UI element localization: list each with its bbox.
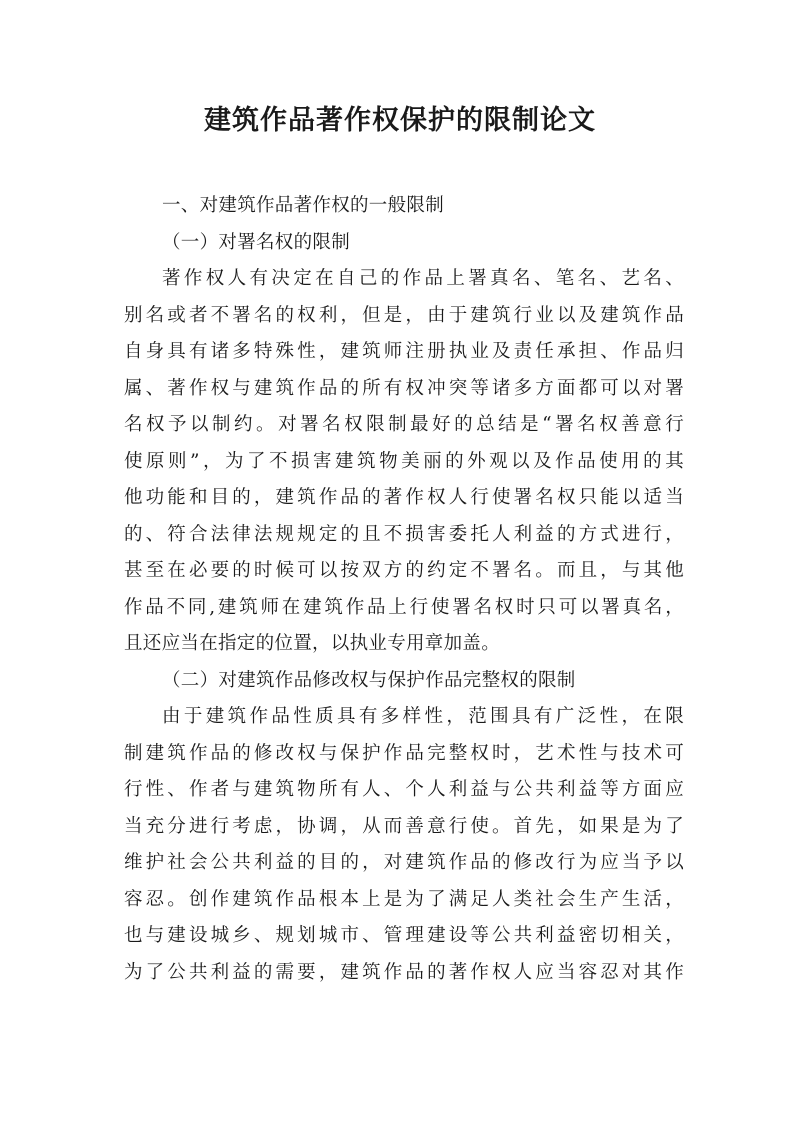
paragraph-line: 也与建设城乡、规划城市、管理建设等公共利益密切相关， bbox=[124, 925, 684, 946]
subsection-heading-signature-right: （一）对署名权的限制 bbox=[162, 231, 351, 253]
paragraph-line: 维护社会公共利益的目的，对建筑作品的修改行为应当予以 bbox=[124, 852, 684, 873]
paragraph-line: 自身具有诸多特殊性，建筑师注册执业及责任承担、作品归 bbox=[124, 341, 684, 362]
paragraph-line: 名权予以制约。对署名权限制最好的总结是“署名权善意行 bbox=[124, 414, 684, 435]
paragraph-line: 且还应当在指定的位置，以执业专用章加盖。 bbox=[124, 633, 501, 654]
paragraph-line: 别名或者不署名的权利，但是，由于建筑行业以及建筑作品 bbox=[124, 304, 684, 326]
document-body bbox=[124, 188, 684, 991]
paragraph-signature-right bbox=[124, 261, 684, 663]
paragraph-line: 容忍。创作建筑作品根本上是为了满足人类社会生产生活， bbox=[124, 888, 684, 910]
paragraph-line: 为了公共利益的需要，建筑作品的著作权人应当容忍对其作 bbox=[124, 961, 684, 983]
paragraph-line: 他功能和目的，建筑作品的著作权人行使署名权只能以适当 bbox=[124, 487, 684, 508]
paragraph-line: 当充分进行考虑，协调，从而善意行使。首先，如果是为了 bbox=[124, 815, 684, 837]
paragraph-line: 甚至在必要的时候可以按双方的约定不署名。而且，与其他 bbox=[124, 560, 684, 581]
section-heading: 一、对建筑作品著作权的一般限制 bbox=[162, 195, 445, 216]
paragraph-line: 行性、作者与建筑物所有人、个人利益与公共利益等方面应 bbox=[124, 779, 684, 800]
paragraph-line: 属、著作权与建筑作品的所有权冲突等诸多方面都可以对署 bbox=[124, 377, 684, 399]
paragraph-line: 使原则”，为了不损害建筑物美丽的外观以及作品使用的其 bbox=[124, 450, 684, 472]
paragraph-modification-right bbox=[124, 699, 684, 991]
paragraph-line: 制建筑作品的修改权与保护作品完整权时，艺术性与技术可 bbox=[124, 742, 684, 764]
paragraph-line: 作品不同,建筑师在建筑作品上行使署名权时只可以署真名， bbox=[124, 596, 684, 618]
subsection-heading-modification-right: （二）对建筑作品修改权与保护作品完整权的限制 bbox=[162, 669, 576, 691]
paragraph-line: 著作权人有决定在自己的作品上署真名、笔名、艺名、 bbox=[162, 268, 684, 289]
paragraph-line: 由于建筑作品性质具有多样性，范围具有广泛性，在限 bbox=[162, 706, 684, 727]
document-title: 建筑作品著作权保护的限制论文 bbox=[204, 105, 596, 136]
paragraph-line: 的、符合法律法规规定的且不损害委托人利益的方式进行， bbox=[124, 523, 684, 545]
